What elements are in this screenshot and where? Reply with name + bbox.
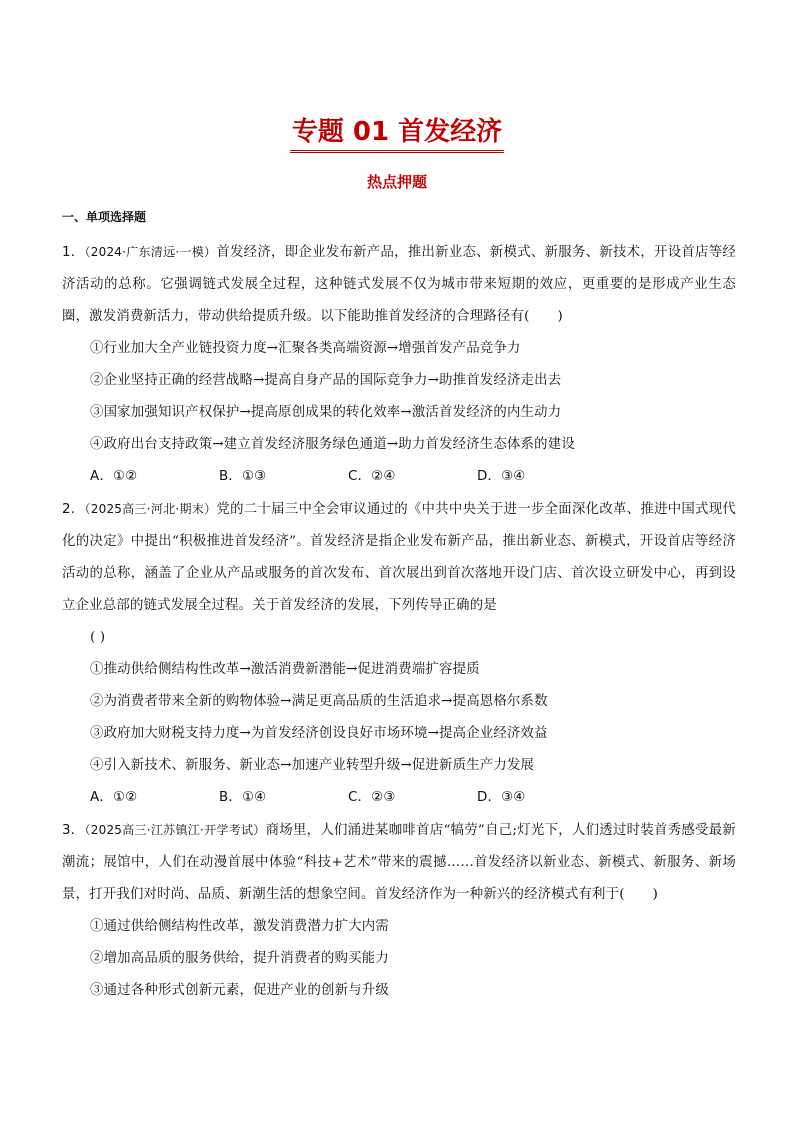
option-b: B．①③ (219, 469, 267, 484)
statement-item: ①推动供给侧结构性改革→激活消费新潜能→促进消费端扩容提质 (90, 662, 480, 677)
answer-blank-close: ) (652, 887, 659, 902)
option-d: D．③④ (477, 790, 526, 805)
option-d: D．③④ (477, 469, 526, 484)
question-list (62, 236, 736, 1007)
option-c: C．②③ (348, 790, 396, 805)
question-3 (62, 814, 736, 1007)
option-c: C．②④ (348, 469, 396, 484)
answer-blank: ( ) (90, 630, 106, 645)
statement-item: ①行业加大全产业链投资力度→汇聚各类高端资源→增强首发产品竞争力 (90, 341, 521, 356)
statement-item: ③政府加大财税支持力度→为首发经济创设良好市场环境→提高企业经济效益 (90, 726, 548, 741)
answer-options (62, 782, 736, 814)
document-subtitle: 热点押题 (366, 173, 427, 191)
statement-item: ③通过各种形式创新元素，促进产业的创新与升级 (90, 983, 389, 998)
question-number: 3． (62, 823, 85, 838)
question-stem (62, 236, 736, 333)
statement-item: ③国家加强知识产权保护→提高原创成果的转化效率→激活首发经济的内生动力 (90, 405, 562, 420)
question-text: 商场里，人们涌进某咖啡首店“犒劳”自己;灯光下，人们透过时装首秀感受最新潮流；展馆中，人们在动漫首展中体验“科技+艺术”带来的震撼……首发经济以新业态、新模式、新服务、新场景，打开我们对时尚、品质、新潮生活的想象空间。首发经济作为一种新兴的经济模式有利于( (62, 823, 737, 902)
answer-options (62, 461, 736, 493)
document-title (0, 112, 794, 153)
statement-item: ④引入新技术、新服务、新业态→加速产业转型升级→促进新质生产力发展 (90, 758, 535, 773)
question-source: （2025高三·河北·期末） (84, 502, 217, 516)
question-text: 首发经济，即企业发布新产品，推出新业态、新模式、新服务、新技术，开设首店等经济活动的总称。它强调链式发展全过程，这种链式发展不仅为城市带来短期的效应，更重要的是形成产业生态圈，激发消费新活力，带动供给提质升级。以下能助推首发经济的合理路径有( (62, 245, 736, 324)
statement-item: ②增加高品质的服务供给，提升消费者的购买能力 (90, 951, 389, 966)
question-number: 2． (62, 502, 85, 517)
answer-blank-close: ) (557, 309, 563, 324)
question-source: （2024·广东清远·一模） (84, 245, 217, 259)
option-a: A．①② (90, 469, 138, 484)
option-a: A．①② (90, 790, 138, 805)
statement-item: ④政府出台支持政策→建立首发经济服务绿色通道→助力首发经济生态体系的建设 (90, 437, 575, 452)
option-b: B．①④ (219, 790, 267, 805)
statement-item: ①通过供给侧结构性改革，激发消费潜力扩大内需 (90, 919, 389, 934)
question-stem (62, 493, 736, 622)
statement-item: ②为消费者带来全新的购物体验→满足更高品质的生活追求→提高恩格尔系数 (90, 694, 548, 709)
question-source: （2025高三·江苏镇江·开学考试） (84, 823, 266, 837)
question-text: 党的二十届三中全会审议通过的《中共中央关于进一步全面深化改革、推进中国式现代化的决定》中提出“积极推进首发经济”。首发经济是指企业发布新产品，推出新业态、新模式，开设首店等经济活动的总称，涵盖了企业从产品或服务的首次发布、首次展出到首次落地开设门店、首次设立研发中心，再到设立企业总部的链式发展全过程。关于首发经济的发展，下列传导正确的是 (62, 502, 737, 613)
question-number: 1． (62, 245, 85, 260)
question-stem (62, 814, 736, 911)
statement-item: ②企业坚持正确的经营战略→提高自身产品的国际竞争力→助推首发经济走出去 (90, 373, 562, 388)
question-2 (62, 493, 736, 814)
question-1 (62, 236, 736, 493)
document-title-text: 专题 01 首发经济 (290, 114, 504, 153)
section-heading: 一、单项选择题 (62, 210, 147, 224)
